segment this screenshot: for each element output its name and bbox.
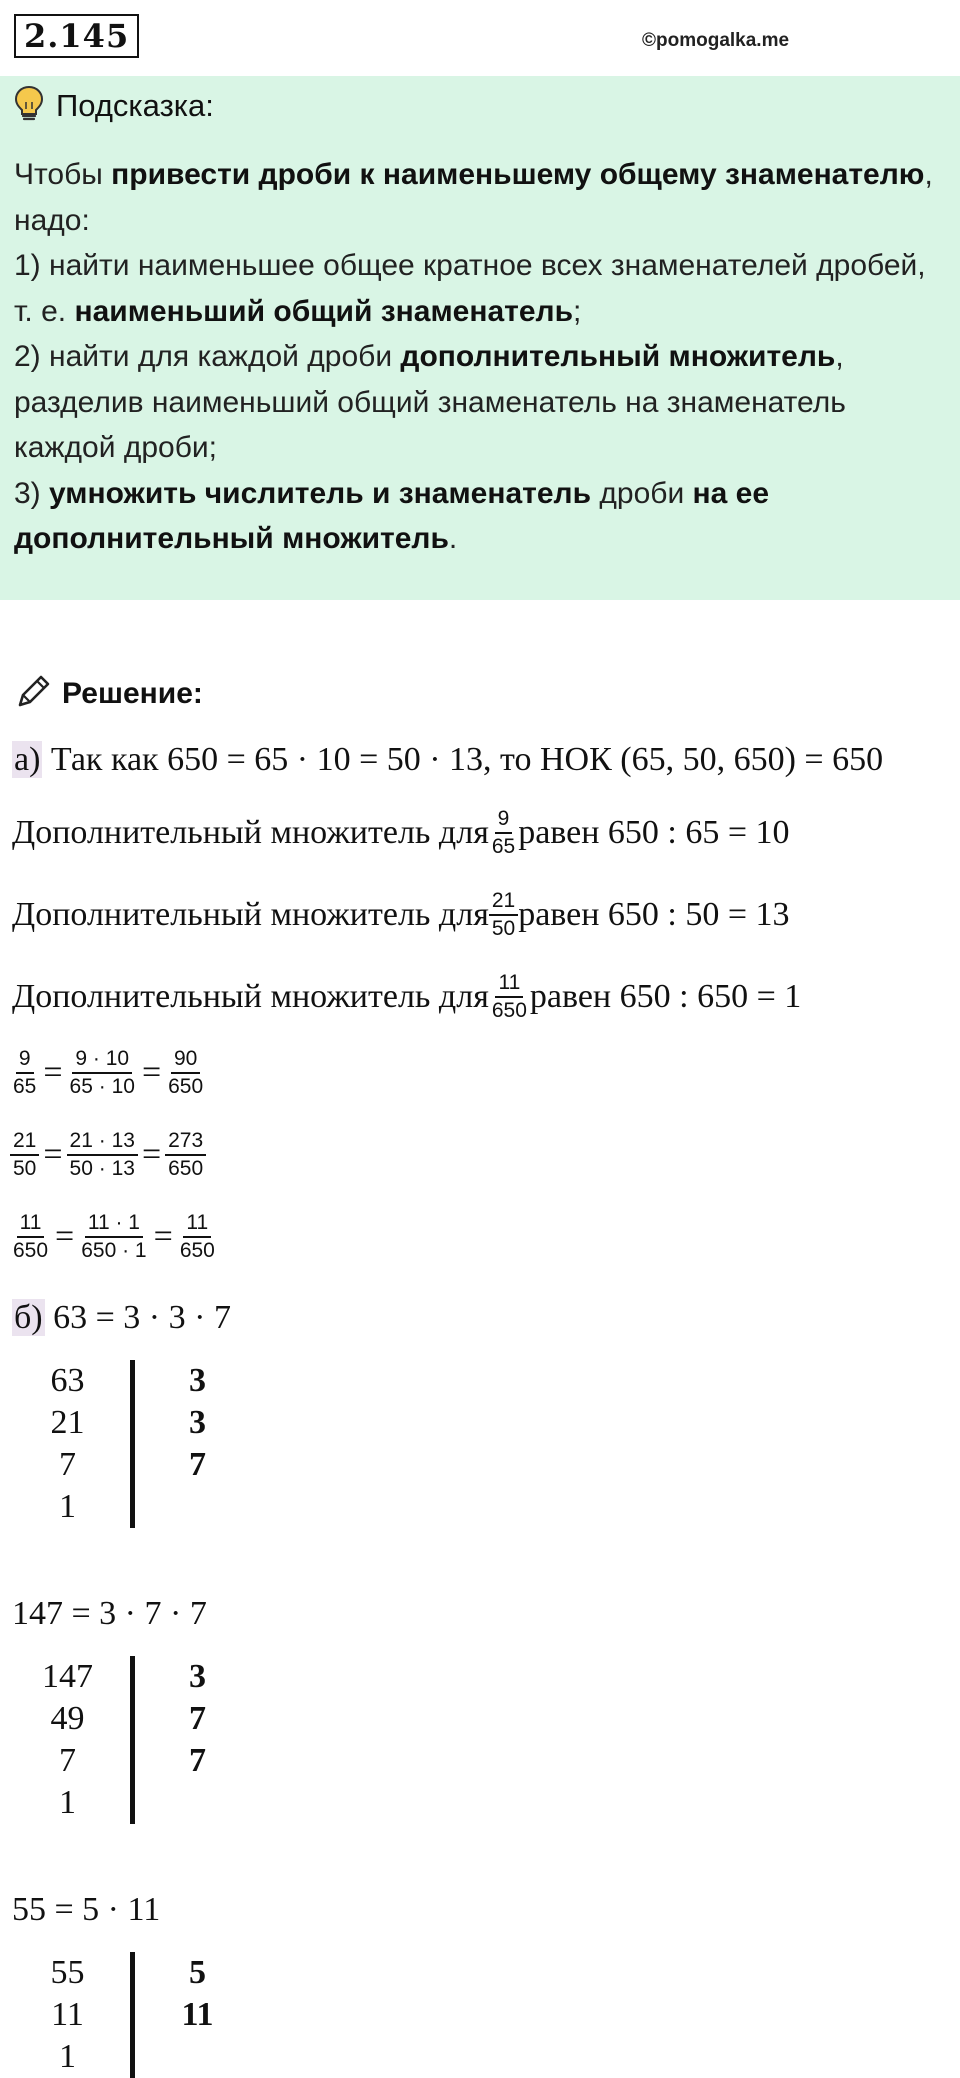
fraction: $\frac{11}{650}$ — [13, 1211, 49, 1262]
prime-factor: 3 — [189, 1404, 206, 1441]
fraction: $\frac{11}{650}$ — [491, 971, 527, 1022]
dividend: 63 — [50, 1362, 85, 1399]
dividend: 147 — [42, 1658, 93, 1695]
part-b-statement: б) 63 = 3 · 3 · 7 — [14, 1299, 231, 1336]
dividend: 49 — [50, 1700, 85, 1737]
factorization-line: 147 = 3 · 7 · 7 — [12, 1595, 207, 1632]
dividend: 7 — [59, 1742, 76, 1779]
fraction: $\frac{9}{65}$ — [13, 1047, 37, 1098]
part-b-label: б) — [14, 1299, 43, 1336]
fraction: $\frac{273}{650}$ — [165, 1128, 206, 1182]
factorization-table — [0, 1360, 206, 1530]
fraction: $\frac{21 \cdot 13}{50 \cdot 13}$ — [67, 1128, 138, 1182]
dividend: 7 — [59, 1446, 76, 1483]
dividend: 55 — [50, 1954, 85, 1991]
prime-factor: 11 — [181, 1996, 214, 2033]
solution-header — [14, 672, 203, 716]
fraction: $\frac{9 \cdot 10}{65 \cdot 10}$ — [69, 1047, 135, 1098]
fraction: $\frac{21}{50}$ — [10, 1128, 39, 1182]
lightbulb-icon — [14, 85, 44, 127]
fraction: $\frac{11}{650}$ — [179, 1211, 215, 1262]
task-number: 2.145 — [14, 14, 139, 58]
dividend: 11 — [51, 1996, 84, 2033]
part-a-label: а) — [14, 741, 41, 778]
factorization-line: 55 = 5 · 11 — [12, 1891, 161, 1928]
fraction: $\frac{21}{50}$ — [489, 888, 518, 942]
dividend: 1 — [59, 1784, 76, 1821]
fraction: $\frac{9}{65}$ — [491, 807, 516, 858]
prime-factor: 5 — [189, 1954, 206, 1991]
factorization-table — [0, 1952, 214, 2078]
dividend: 1 — [59, 1488, 76, 1525]
dividend: 21 — [50, 1404, 85, 1441]
prime-factor: 7 — [189, 1446, 206, 1483]
hint-title: Подсказка: — [56, 88, 214, 123]
solution-title: Решение: — [62, 677, 203, 710]
factorization-table — [0, 1656, 206, 1826]
additional-factor-line: Дополнительный множитель для $\frac{11}{650}$ равен 650 : 650 = 1 — [12, 971, 802, 1022]
part-a-statement: а) Так как 650 = 65 · 10 = 50 · 13, то НОК (65, 50, 650) = 650 — [14, 741, 884, 778]
fraction: $\frac{90}{650}$ — [168, 1047, 204, 1098]
prime-factor: 7 — [189, 1742, 206, 1779]
prime-factor: 7 — [189, 1700, 206, 1737]
fraction-equality: $\frac{9}{65}$ = $\frac{9 \cdot 10}{65 \cdot 10}$ = $\frac{90}{650}$ — [10, 1046, 206, 1100]
dividend: 1 — [59, 2038, 76, 2075]
hint-text: Чтобы привести дроби к наименьшему общему знаменателю, надо: 1) найти наименьшее общее кратное всех знаменателей дробей, т. е. наименьший общий знаменатель; 2) найти для каждой дроби дополнительный множитель, разделив наименьший общий знаменатель на знаменатель каждой дроби; 3) умножить числитель и знаменатель дроби на ее дополнительный множитель. — [14, 158, 933, 555]
site-credit: ©pomogalka.me — [642, 30, 790, 51]
pencil-icon — [14, 673, 52, 715]
fraction: $\frac{11 \cdot 1}{650 \cdot 1}$ — [81, 1211, 147, 1262]
hint-header — [14, 86, 214, 126]
prime-factor: 3 — [189, 1362, 206, 1399]
additional-factor-line: Дополнительный множитель для $\frac{9}{65}$ равен 650 : 65 = 10 — [12, 807, 790, 858]
fraction-equality: $\frac{11}{650}$ = $\frac{11 \cdot 1}{650 \cdot 1}$ = $\frac{11}{650}$ — [10, 1210, 218, 1264]
additional-factor-line: Дополнительный множитель для $\frac{21}{50}$ равен 650 : 50 = 13 — [12, 889, 790, 940]
prime-factor: 3 — [189, 1658, 206, 1695]
fraction-equality: $\frac{21}{50}$ = $\frac{21 \cdot 13}{50 \cdot 13}$ = $\frac{273}{650}$ — [10, 1128, 206, 1182]
